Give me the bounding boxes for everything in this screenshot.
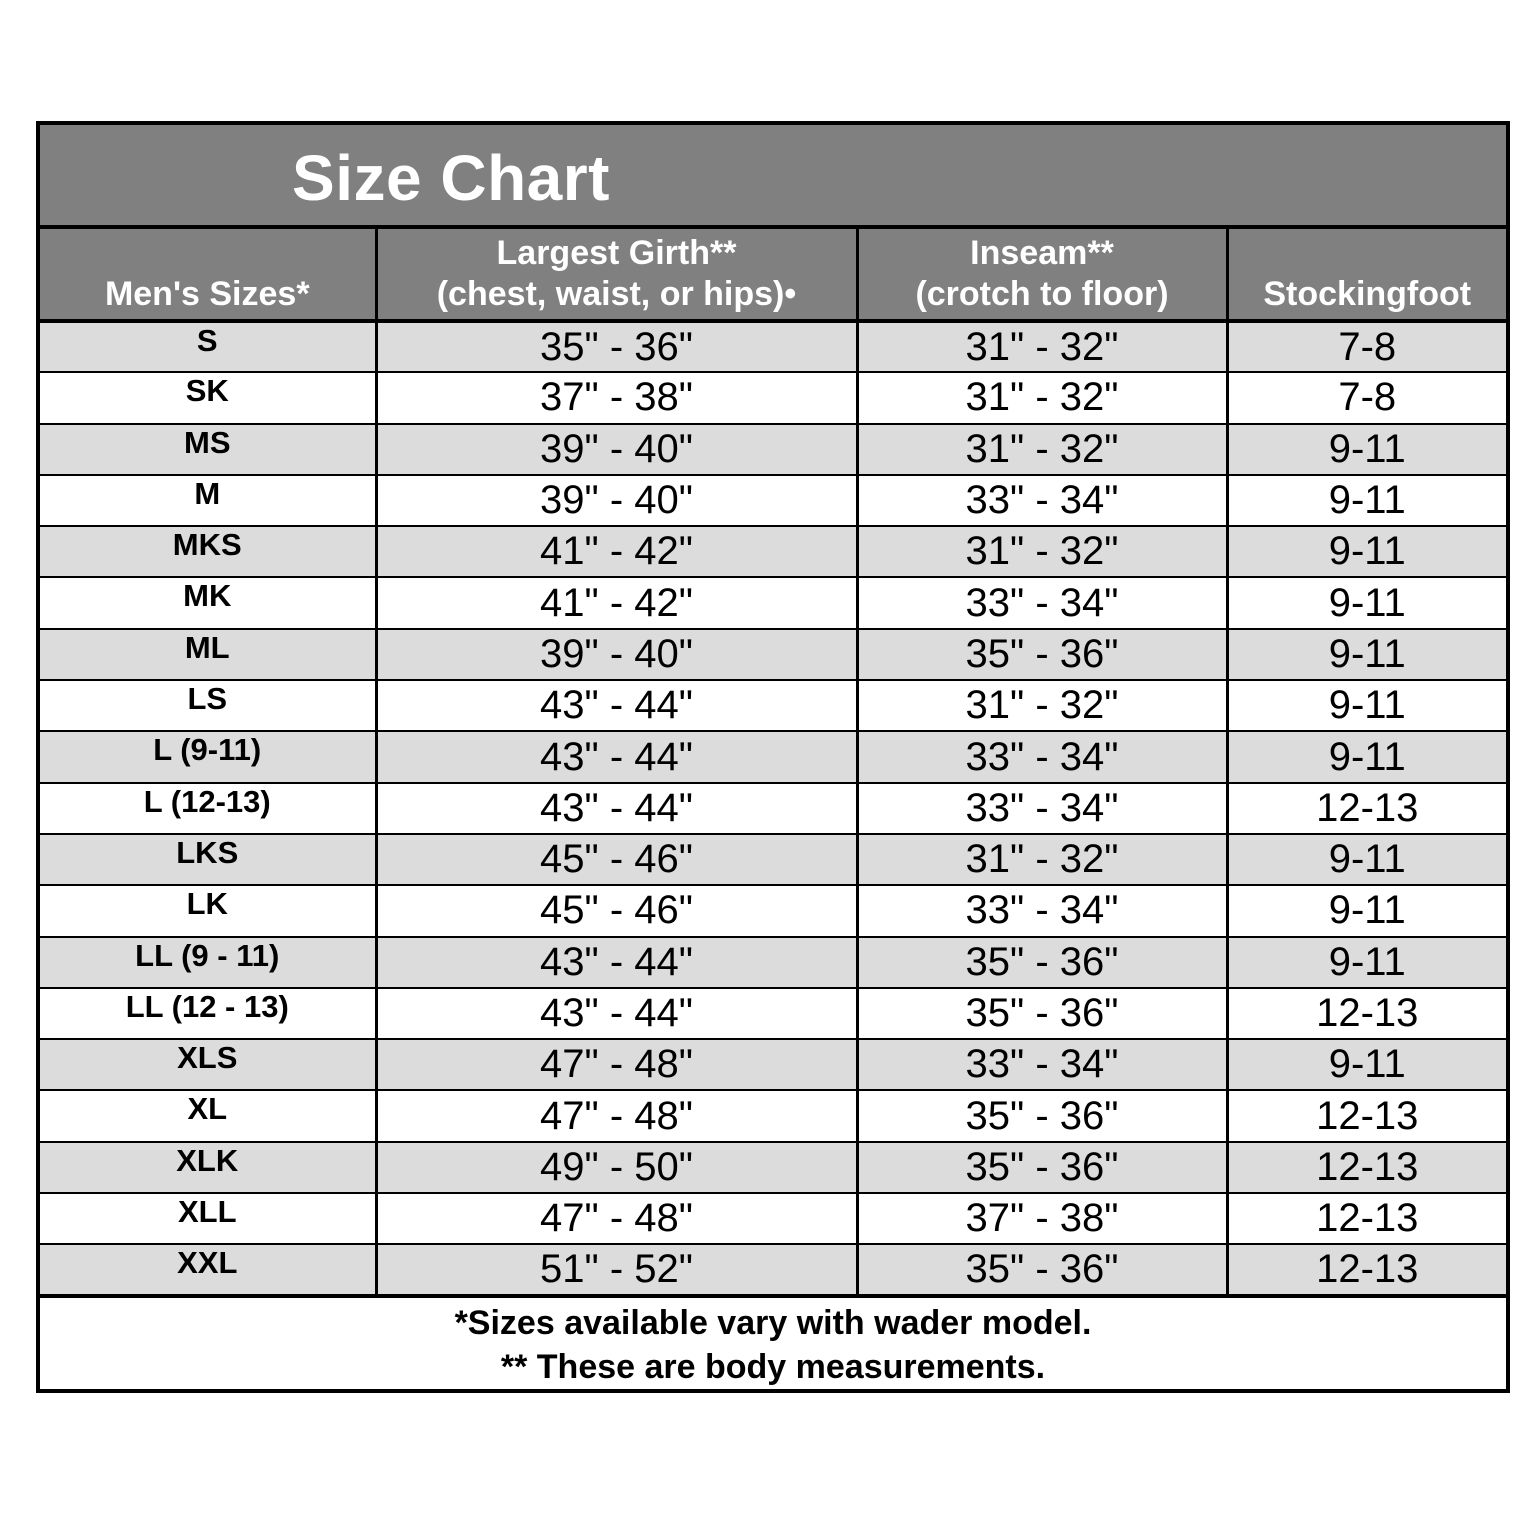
- inseam-cell: 31" - 32": [857, 321, 1227, 372]
- chart-title: Size Chart: [292, 142, 610, 214]
- table-row: [40, 834, 1506, 885]
- inseam-cell: 33" - 34": [857, 1039, 1227, 1090]
- stockingfoot-cell: 9-11: [1227, 885, 1506, 936]
- table-row: [40, 885, 1506, 936]
- inseam-cell: 33" - 34": [857, 783, 1227, 834]
- girth-cell: 43" - 44": [376, 680, 857, 731]
- size-chart: [36, 121, 1510, 1393]
- header-label: Men's Sizes*: [104, 275, 310, 313]
- inseam-cell: 33" - 34": [857, 731, 1227, 782]
- size-cell: XLL: [40, 1193, 376, 1244]
- size-cell: MKS: [40, 526, 376, 577]
- inseam-cell: 31" - 32": [857, 834, 1227, 885]
- table-row: [40, 731, 1506, 782]
- stockingfoot-cell: 12-13: [1227, 1090, 1506, 1141]
- table-row: [40, 680, 1506, 731]
- size-cell: XXL: [40, 1244, 376, 1295]
- girth-cell: 37" - 38": [376, 372, 857, 423]
- girth-cell: 47" - 48": [376, 1039, 857, 1090]
- table-body: [40, 321, 1506, 1296]
- table-row: [40, 1142, 1506, 1193]
- table-row: [40, 988, 1506, 1039]
- size-cell: M: [40, 475, 376, 526]
- size-cell: LKS: [40, 834, 376, 885]
- stockingfoot-cell: 9-11: [1227, 629, 1506, 680]
- size-cell: XL: [40, 1090, 376, 1141]
- footnote-sizes: *Sizes available vary with wader model.: [454, 1304, 1092, 1342]
- inseam-cell: 31" - 32": [857, 526, 1227, 577]
- size-cell: XLK: [40, 1142, 376, 1193]
- column-header-largest-girth: [376, 229, 857, 321]
- table-row: [40, 629, 1506, 680]
- stockingfoot-cell: 9-11: [1227, 937, 1506, 988]
- table-row: [40, 424, 1506, 475]
- title-bar: [40, 125, 1506, 229]
- table-row: [40, 1193, 1506, 1244]
- table-row: [40, 372, 1506, 423]
- inseam-cell: 33" - 34": [857, 577, 1227, 628]
- table-row: [40, 1039, 1506, 1090]
- inseam-cell: 31" - 32": [857, 424, 1227, 475]
- stockingfoot-cell: 9-11: [1227, 680, 1506, 731]
- girth-cell: 43" - 44": [376, 783, 857, 834]
- size-cell: ML: [40, 629, 376, 680]
- girth-cell: 43" - 44": [376, 731, 857, 782]
- girth-cell: 51" - 52": [376, 1244, 857, 1295]
- stockingfoot-cell: 9-11: [1227, 526, 1506, 577]
- header-label-line1: Largest Girth** (chest, waist, or hips)•: [436, 234, 797, 313]
- column-header-mens-sizes: [40, 229, 376, 321]
- inseam-cell: 33" - 34": [857, 885, 1227, 936]
- table-row: [40, 321, 1506, 372]
- girth-cell: 47" - 48": [376, 1090, 857, 1141]
- girth-cell: 41" - 42": [376, 577, 857, 628]
- girth-cell: 41" - 42": [376, 526, 857, 577]
- stockingfoot-cell: 9-11: [1227, 577, 1506, 628]
- table-row: [40, 526, 1506, 577]
- girth-cell: 43" - 44": [376, 937, 857, 988]
- inseam-cell: 35" - 36": [857, 988, 1227, 1039]
- table-row: [40, 1090, 1506, 1141]
- inseam-cell: 35" - 36": [857, 1244, 1227, 1295]
- girth-cell: 39" - 40": [376, 424, 857, 475]
- header-label: Stockingfoot: [1263, 275, 1472, 313]
- size-table: [40, 229, 1506, 1298]
- inseam-cell: 37" - 38": [857, 1193, 1227, 1244]
- inseam-cell: 35" - 36": [857, 1090, 1227, 1141]
- stockingfoot-cell: 9-11: [1227, 1039, 1506, 1090]
- girth-cell: 49" - 50": [376, 1142, 857, 1193]
- inseam-cell: 31" - 32": [857, 680, 1227, 731]
- stockingfoot-cell: 9-11: [1227, 834, 1506, 885]
- column-header-stockingfoot: [1227, 229, 1506, 321]
- inseam-cell: 35" - 36": [857, 1142, 1227, 1193]
- table-row: [40, 1244, 1506, 1295]
- stockingfoot-cell: 12-13: [1227, 988, 1506, 1039]
- inseam-cell: 35" - 36": [857, 937, 1227, 988]
- size-cell: L (12-13): [40, 783, 376, 834]
- stockingfoot-cell: 12-13: [1227, 783, 1506, 834]
- girth-cell: 45" - 46": [376, 885, 857, 936]
- inseam-cell: 35" - 36": [857, 629, 1227, 680]
- size-cell: LK: [40, 885, 376, 936]
- size-cell: LL (9 - 11): [40, 937, 376, 988]
- footnote-measurements: ** These are body measurements.: [500, 1348, 1046, 1386]
- size-cell: S: [40, 321, 376, 372]
- stockingfoot-cell: 9-11: [1227, 475, 1506, 526]
- inseam-cell: 33" - 34": [857, 475, 1227, 526]
- inseam-cell: 31" - 32": [857, 372, 1227, 423]
- girth-cell: 39" - 40": [376, 629, 857, 680]
- girth-cell: 43" - 44": [376, 988, 857, 1039]
- size-cell: LS: [40, 680, 376, 731]
- stockingfoot-cell: 12-13: [1227, 1244, 1506, 1295]
- size-cell: XLS: [40, 1039, 376, 1090]
- size-cell: MS: [40, 424, 376, 475]
- stockingfoot-cell: 9-11: [1227, 424, 1506, 475]
- table-row: [40, 475, 1506, 526]
- size-cell: LL (12 - 13): [40, 988, 376, 1039]
- stockingfoot-cell: 9-11: [1227, 731, 1506, 782]
- header-row: [40, 229, 1506, 321]
- footnotes: [40, 1298, 1506, 1389]
- girth-cell: 45" - 46": [376, 834, 857, 885]
- size-cell: SK: [40, 372, 376, 423]
- girth-cell: 39" - 40": [376, 475, 857, 526]
- table-row: [40, 783, 1506, 834]
- table-row: [40, 577, 1506, 628]
- stockingfoot-cell: 7-8: [1227, 372, 1506, 423]
- size-cell: MK: [40, 577, 376, 628]
- girth-cell: 35" - 36": [376, 321, 857, 372]
- stockingfoot-cell: 12-13: [1227, 1193, 1506, 1244]
- header-label-line1: Inseam** (crotch to floor): [915, 234, 1169, 313]
- column-header-inseam: [857, 229, 1227, 321]
- girth-cell: 47" - 48": [376, 1193, 857, 1244]
- table-row: [40, 937, 1506, 988]
- size-cell: L (9-11): [40, 731, 376, 782]
- stockingfoot-cell: 7-8: [1227, 321, 1506, 372]
- stockingfoot-cell: 12-13: [1227, 1142, 1506, 1193]
